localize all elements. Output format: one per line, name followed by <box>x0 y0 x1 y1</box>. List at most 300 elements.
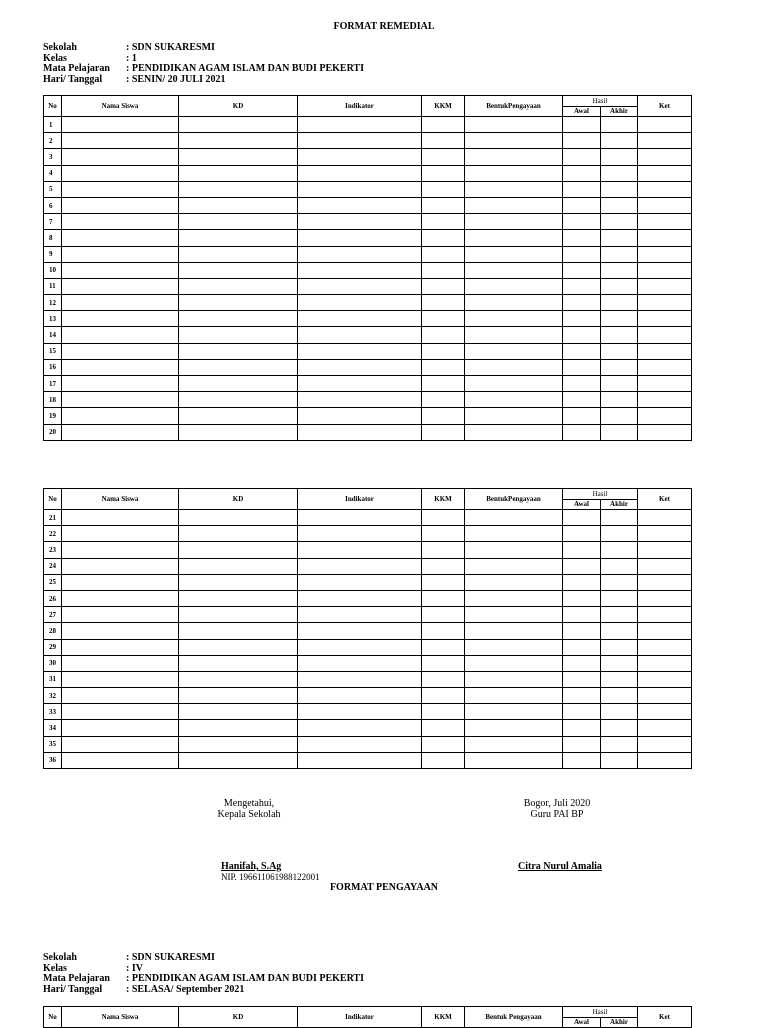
cell-ket <box>638 639 692 655</box>
header-nama-siswa: Nama Siswa <box>62 96 179 117</box>
header-no: No <box>44 96 62 117</box>
signature-nip: NIP. 196611061988122001 <box>221 872 320 882</box>
row-number: 34 <box>44 720 62 736</box>
header-kd: KD <box>179 489 298 510</box>
header-ket: Ket <box>638 489 692 510</box>
cell-kd <box>179 558 298 574</box>
cell-kd <box>179 197 298 213</box>
cell-nama-siswa <box>62 688 179 704</box>
cell-indikator <box>298 526 422 542</box>
cell-indikator <box>298 133 422 149</box>
cell-kkm <box>422 752 465 768</box>
cell-akhir <box>601 688 638 704</box>
cell-nama-siswa <box>62 607 179 623</box>
cell-akhir <box>601 165 638 181</box>
row-number: 33 <box>44 704 62 720</box>
table-row <box>44 558 692 574</box>
header-kkm: KKM <box>422 489 465 510</box>
cell-awal <box>563 408 601 424</box>
table-row <box>44 671 692 687</box>
header-ket: Ket <box>638 96 692 117</box>
cell-bentuk <box>465 117 563 133</box>
cell-nama-siswa <box>62 359 179 375</box>
cell-awal <box>563 623 601 639</box>
cell-nama-siswa <box>62 623 179 639</box>
cell-akhir <box>601 117 638 133</box>
cell-kd <box>179 246 298 262</box>
cell-kd <box>179 736 298 752</box>
cell-awal <box>563 392 601 408</box>
cell-kkm <box>422 639 465 655</box>
cell-indikator <box>298 607 422 623</box>
cell-awal <box>563 607 601 623</box>
table-row <box>44 607 692 623</box>
cell-nama-siswa <box>62 752 179 768</box>
cell-akhir <box>601 278 638 294</box>
cell-kkm <box>422 623 465 639</box>
cell-bentuk <box>465 424 563 440</box>
cell-nama-siswa <box>62 392 179 408</box>
cell-bentuk <box>465 214 563 230</box>
cell-akhir <box>601 408 638 424</box>
cell-awal <box>563 262 601 278</box>
cell-indikator <box>298 688 422 704</box>
cell-ket <box>638 542 692 558</box>
cell-bentuk <box>465 197 563 213</box>
header-no: No <box>44 1007 62 1028</box>
cell-kd <box>179 214 298 230</box>
cell-bentuk <box>465 736 563 752</box>
cell-nama-siswa <box>62 574 179 590</box>
cell-awal <box>563 133 601 149</box>
pengayaan-table <box>43 1006 692 1028</box>
header-akhir: Akhir <box>601 1017 638 1028</box>
cell-nama-siswa <box>62 343 179 359</box>
table-row <box>44 510 692 526</box>
cell-kd <box>179 343 298 359</box>
table-row <box>44 590 692 606</box>
cell-indikator <box>298 278 422 294</box>
cell-nama-siswa <box>62 181 179 197</box>
table-row <box>44 639 692 655</box>
cell-kkm <box>422 510 465 526</box>
header-indikator: Indikator <box>298 1007 422 1028</box>
header-akhir: Akhir <box>601 499 638 510</box>
info-label: Mata Pelajaran <box>43 973 110 984</box>
cell-bentuk <box>465 278 563 294</box>
cell-awal <box>563 558 601 574</box>
signature-name-guru: Citra Nurul Amalia <box>518 861 602 872</box>
cell-ket <box>638 607 692 623</box>
cell-nama-siswa <box>62 327 179 343</box>
row-number: 9 <box>44 246 62 262</box>
cell-ket <box>638 574 692 590</box>
header-bentuk: BentukPengayaan <box>465 489 563 510</box>
cell-ket <box>638 623 692 639</box>
cell-kkm <box>422 736 465 752</box>
cell-kkm <box>422 197 465 213</box>
table-row <box>44 392 692 408</box>
cell-ket <box>638 558 692 574</box>
info-value: : 1 <box>126 52 137 64</box>
cell-kkm <box>422 720 465 736</box>
table-row <box>44 311 692 327</box>
row-number: 21 <box>44 510 62 526</box>
cell-kd <box>179 542 298 558</box>
cell-kd <box>179 408 298 424</box>
info-value: : SDN SUKARESMI <box>126 42 215 53</box>
cell-akhir <box>601 542 638 558</box>
cell-indikator <box>298 623 422 639</box>
cell-kd <box>179 752 298 768</box>
row-number: 17 <box>44 376 62 392</box>
cell-nama-siswa <box>62 720 179 736</box>
cell-indikator <box>298 720 422 736</box>
cell-bentuk <box>465 149 563 165</box>
cell-nama-siswa <box>62 197 179 213</box>
table-row <box>44 133 692 149</box>
cell-kkm <box>422 590 465 606</box>
info-label: Hari/ Tanggal <box>43 73 103 85</box>
table-row <box>44 327 692 343</box>
cell-awal <box>563 639 601 655</box>
cell-indikator <box>298 752 422 768</box>
cell-kkm <box>422 149 465 165</box>
cell-ket <box>638 117 692 133</box>
cell-nama-siswa <box>62 278 179 294</box>
cell-nama-siswa <box>62 165 179 181</box>
cell-nama-siswa <box>62 590 179 606</box>
cell-kd <box>179 720 298 736</box>
table-row <box>44 262 692 278</box>
cell-awal <box>563 542 601 558</box>
cell-kkm <box>422 343 465 359</box>
cell-akhir <box>601 590 638 606</box>
info-label: Sekolah <box>43 952 77 963</box>
cell-awal <box>563 590 601 606</box>
cell-nama-siswa <box>62 376 179 392</box>
cell-indikator <box>298 655 422 671</box>
cell-indikator <box>298 424 422 440</box>
cell-akhir <box>601 230 638 246</box>
cell-akhir <box>601 510 638 526</box>
cell-kkm <box>422 327 465 343</box>
cell-ket <box>638 590 692 606</box>
cell-nama-siswa <box>62 639 179 655</box>
pengayaan-title: FORMAT PENGAYAAN <box>329 882 439 893</box>
cell-akhir <box>601 424 638 440</box>
info-label: Sekolah <box>43 42 77 53</box>
header-bentuk: Bentuk Pengayaan <box>465 1007 563 1028</box>
cell-nama-siswa <box>62 542 179 558</box>
cell-indikator <box>298 214 422 230</box>
cell-kd <box>179 376 298 392</box>
row-number: 32 <box>44 688 62 704</box>
cell-kd <box>179 262 298 278</box>
cell-kd <box>179 526 298 542</box>
cell-ket <box>638 736 692 752</box>
row-number: 10 <box>44 262 62 278</box>
table-row <box>44 408 692 424</box>
cell-nama-siswa <box>62 408 179 424</box>
table-row <box>44 526 692 542</box>
cell-nama-siswa <box>62 149 179 165</box>
cell-awal <box>563 327 601 343</box>
row-number: 19 <box>44 408 62 424</box>
cell-kd <box>179 655 298 671</box>
cell-kkm <box>422 558 465 574</box>
header-kd: KD <box>179 1007 298 1028</box>
cell-nama-siswa <box>62 133 179 149</box>
cell-nama-siswa <box>62 295 179 311</box>
cell-awal <box>563 165 601 181</box>
header-akhir: Akhir <box>601 106 638 117</box>
row-number: 26 <box>44 590 62 606</box>
cell-kkm <box>422 165 465 181</box>
cell-akhir <box>601 526 638 542</box>
table-row <box>44 149 692 165</box>
cell-indikator <box>298 392 422 408</box>
cell-akhir <box>601 376 638 392</box>
cell-bentuk <box>465 623 563 639</box>
cell-akhir <box>601 655 638 671</box>
cell-bentuk <box>465 671 563 687</box>
cell-kd <box>179 133 298 149</box>
cell-bentuk <box>465 607 563 623</box>
cell-ket <box>638 343 692 359</box>
row-number: 23 <box>44 542 62 558</box>
info-row-sekolah <box>43 953 364 964</box>
cell-kkm <box>422 295 465 311</box>
cell-indikator <box>298 639 422 655</box>
cell-kkm <box>422 526 465 542</box>
cell-nama-siswa <box>62 704 179 720</box>
cell-bentuk <box>465 181 563 197</box>
cell-kd <box>179 149 298 165</box>
cell-bentuk <box>465 311 563 327</box>
cell-kkm <box>422 311 465 327</box>
cell-ket <box>638 133 692 149</box>
cell-ket <box>638 295 692 311</box>
cell-kkm <box>422 262 465 278</box>
cell-ket <box>638 246 692 262</box>
cell-ket <box>638 197 692 213</box>
row-number: 1 <box>44 117 62 133</box>
table-row <box>44 542 692 558</box>
cell-awal <box>563 688 601 704</box>
cell-ket <box>638 671 692 687</box>
cell-akhir <box>601 752 638 768</box>
header-hasil: Hasil <box>563 1007 638 1018</box>
cell-awal <box>563 736 601 752</box>
cell-awal <box>563 574 601 590</box>
header-bentuk: BentukPengayaan <box>465 96 563 117</box>
cell-kd <box>179 704 298 720</box>
cell-awal <box>563 343 601 359</box>
cell-indikator <box>298 197 422 213</box>
row-number: 8 <box>44 230 62 246</box>
cell-indikator <box>298 165 422 181</box>
info-row-mapel <box>43 974 364 985</box>
row-number: 25 <box>44 574 62 590</box>
cell-indikator <box>298 671 422 687</box>
cell-nama-siswa <box>62 526 179 542</box>
cell-bentuk <box>465 343 563 359</box>
cell-kd <box>179 181 298 197</box>
cell-nama-siswa <box>62 655 179 671</box>
cell-bentuk <box>465 408 563 424</box>
cell-akhir <box>601 327 638 343</box>
cell-ket <box>638 526 692 542</box>
row-number: 30 <box>44 655 62 671</box>
cell-ket <box>638 655 692 671</box>
cell-akhir <box>601 574 638 590</box>
cell-indikator <box>298 510 422 526</box>
table-row <box>44 295 692 311</box>
cell-ket <box>638 230 692 246</box>
cell-ket <box>638 149 692 165</box>
cell-indikator <box>298 359 422 375</box>
cell-indikator <box>298 558 422 574</box>
table-row <box>44 376 692 392</box>
cell-bentuk <box>465 376 563 392</box>
row-number: 11 <box>44 278 62 294</box>
info-value: : PENDIDIKAN AGAM ISLAM DAN BUDI PEKERTI <box>126 63 364 74</box>
cell-ket <box>638 311 692 327</box>
cell-akhir <box>601 736 638 752</box>
cell-kkm <box>422 133 465 149</box>
header-hasil: Hasil <box>563 489 638 500</box>
cell-awal <box>563 311 601 327</box>
header-kkm: KKM <box>422 1007 465 1028</box>
cell-awal <box>563 752 601 768</box>
header-kd: KD <box>179 96 298 117</box>
cell-kd <box>179 671 298 687</box>
row-number: 13 <box>44 311 62 327</box>
table-row <box>44 197 692 213</box>
cell-akhir <box>601 558 638 574</box>
cell-kd <box>179 510 298 526</box>
header-nama-siswa: Nama Siswa <box>62 489 179 510</box>
cell-ket <box>638 392 692 408</box>
cell-bentuk <box>465 574 563 590</box>
header-kkm: KKM <box>422 96 465 117</box>
table-row <box>44 720 692 736</box>
cell-akhir <box>601 623 638 639</box>
cell-bentuk <box>465 752 563 768</box>
cell-ket <box>638 359 692 375</box>
cell-awal <box>563 230 601 246</box>
cell-akhir <box>601 639 638 655</box>
cell-awal <box>563 246 601 262</box>
table-row <box>44 165 692 181</box>
table-row <box>44 214 692 230</box>
header-indikator: Indikator <box>298 489 422 510</box>
cell-indikator <box>298 181 422 197</box>
cell-awal <box>563 214 601 230</box>
cell-kkm <box>422 230 465 246</box>
cell-ket <box>638 165 692 181</box>
cell-nama-siswa <box>62 117 179 133</box>
cell-kkm <box>422 117 465 133</box>
cell-bentuk <box>465 720 563 736</box>
remedial-table-1 <box>43 95 692 441</box>
cell-ket <box>638 327 692 343</box>
cell-bentuk <box>465 639 563 655</box>
cell-akhir <box>601 343 638 359</box>
info-value: : SDN SUKARESMI <box>126 952 215 963</box>
signature-name-kepala-sekolah: Hanifah, S.Ag <box>221 861 282 872</box>
cell-awal <box>563 376 601 392</box>
remedial-title: FORMAT REMEDIAL <box>333 21 435 32</box>
header-hasil: Hasil <box>563 96 638 107</box>
cell-bentuk <box>465 558 563 574</box>
cell-awal <box>563 149 601 165</box>
cell-bentuk <box>465 510 563 526</box>
cell-kkm <box>422 655 465 671</box>
cell-ket <box>638 424 692 440</box>
cell-kkm <box>422 688 465 704</box>
signature-role: Guru PAI BP <box>530 808 584 820</box>
cell-kkm <box>422 704 465 720</box>
cell-kkm <box>422 376 465 392</box>
signature-kepala-sekolah <box>189 799 309 820</box>
table-row <box>44 688 692 704</box>
cell-awal <box>563 424 601 440</box>
cell-akhir <box>601 295 638 311</box>
row-number: 27 <box>44 607 62 623</box>
info-row-tanggal <box>43 75 364 86</box>
row-number: 12 <box>44 295 62 311</box>
cell-indikator <box>298 376 422 392</box>
cell-ket <box>638 704 692 720</box>
cell-kd <box>179 607 298 623</box>
cell-kd <box>179 639 298 655</box>
cell-kkm <box>422 246 465 262</box>
cell-akhir <box>601 262 638 278</box>
row-number: 24 <box>44 558 62 574</box>
header-awal: Awal <box>563 499 601 510</box>
row-number: 31 <box>44 671 62 687</box>
cell-indikator <box>298 311 422 327</box>
cell-kd <box>179 295 298 311</box>
cell-akhir <box>601 720 638 736</box>
cell-akhir <box>601 149 638 165</box>
cell-kkm <box>422 392 465 408</box>
cell-awal <box>563 510 601 526</box>
info-row-sekolah <box>43 43 364 54</box>
row-number: 3 <box>44 149 62 165</box>
cell-kkm <box>422 574 465 590</box>
cell-awal <box>563 526 601 542</box>
cell-bentuk <box>465 392 563 408</box>
table-row <box>44 752 692 768</box>
cell-ket <box>638 214 692 230</box>
signature-guru <box>497 799 617 820</box>
cell-akhir <box>601 392 638 408</box>
row-number: 5 <box>44 181 62 197</box>
table-row <box>44 230 692 246</box>
cell-nama-siswa <box>62 230 179 246</box>
table-row <box>44 278 692 294</box>
cell-awal <box>563 359 601 375</box>
cell-indikator <box>298 574 422 590</box>
cell-indikator <box>298 149 422 165</box>
header-ket: Ket <box>638 1007 692 1028</box>
cell-akhir <box>601 214 638 230</box>
table-row <box>44 736 692 752</box>
row-number: 6 <box>44 197 62 213</box>
